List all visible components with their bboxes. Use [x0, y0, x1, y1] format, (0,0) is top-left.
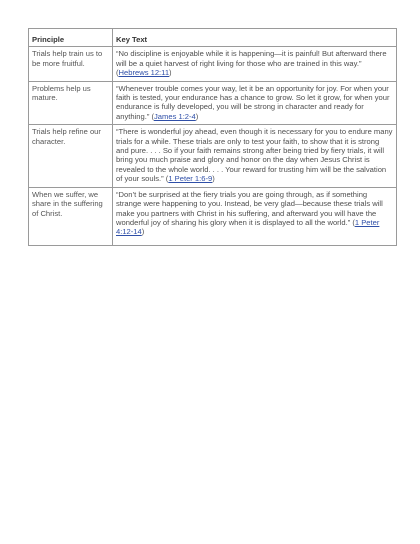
closing-paren: ) [141, 227, 145, 237]
scripture-reference-link[interactable]: James 1:2-4 [154, 111, 196, 121]
principle-cell: When we suffer, we share in the suffering of Christ. [29, 187, 113, 245]
key-text-cell [113, 187, 397, 245]
key-text-column-header: Key Text [113, 29, 397, 47]
scripture-reference-link[interactable]: Hebrews 12:11 [118, 68, 170, 78]
key-text-cell [113, 47, 397, 81]
closing-paren: ) [169, 68, 172, 78]
table-row [29, 47, 397, 81]
scripture-quote: “No discipline is enjoyable while it is happening—it is painful! But afterward there will be a quiet harvest of right living for those who are trained in this way.” ( [116, 49, 387, 78]
scripture-quote: “Whenever trouble comes your way, let it be an opportunity for joy. For when your faith is tested, your endurance has a chance to grow. So let it grow, for when your endurance is fully developed, you will be strong in character and ready for anything.” ( [116, 83, 390, 121]
table-header-row [29, 29, 397, 47]
table-row [29, 125, 397, 187]
table-row [29, 187, 397, 245]
principle-column-header: Principle [29, 29, 113, 47]
principle-cell: Problems help us mature. [29, 81, 113, 125]
scripture-reference-link[interactable]: 1 Peter 4:12-14 [116, 217, 380, 237]
key-text-cell [113, 81, 397, 125]
table-row [29, 81, 397, 125]
scripture-quote: “Don’t be surprised at the fiery trials you are going through, as if something strange were happening to you. Instead, be very glad—because these trials will make you partners with Christ in his suffering, and afterward you will have the wonderful joy of sharing his glory when it is displayed to all the world.” ( [116, 189, 383, 227]
scripture-quote: “There is wonderful joy ahead, even though it is necessary for you to endure many trials for a while. These trials are only to test your faith, to show that it is strong and pure. . . . So if your faith remains strong after being tried by fiery trials, it will bring you much praise and glory and honor on the day when Jesus Christ is revealed to the whole world. . . . Your reward for trusting him will be the salvation of your souls.” ( [116, 127, 393, 184]
document-page [28, 28, 396, 246]
scripture-reference-link[interactable]: 1 Peter 1:6-9 [168, 174, 213, 184]
principles-table [28, 28, 397, 246]
key-text-cell [113, 125, 397, 187]
closing-paren: ) [195, 111, 199, 121]
closing-paren: ) [212, 174, 215, 184]
principle-cell: Trials help refine our character. [29, 125, 113, 187]
principle-cell: Trials help train us to be more fruitful. [29, 47, 113, 81]
